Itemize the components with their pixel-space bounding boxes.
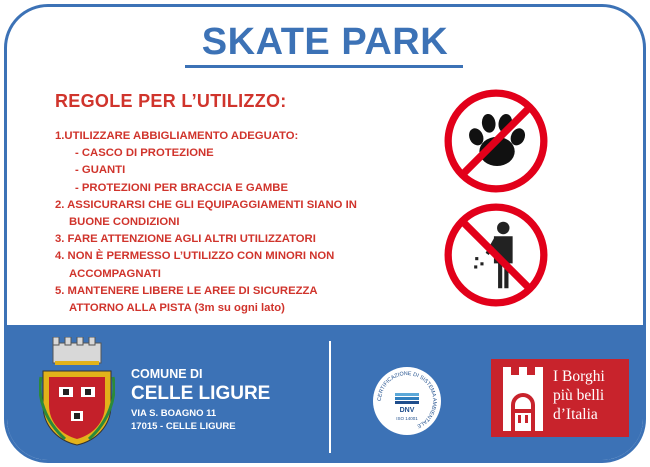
- castle-tower-icon: [497, 365, 549, 431]
- borghi-logo: [491, 359, 629, 437]
- rule-1-item-gloves: - GUANTI: [75, 164, 126, 177]
- borghi-text: [553, 367, 605, 424]
- rule-1-item-helmet: - CASCO DI PROTEZIONE: [75, 147, 214, 160]
- cert-standard: ISO 14001: [396, 416, 418, 421]
- rules-heading: REGOLE PER L’UTILIZZO:: [55, 91, 287, 111]
- no-dogs-icon: [444, 89, 548, 193]
- borghi-line-1: I Borghi: [553, 368, 605, 385]
- skate-park-sign: [4, 4, 646, 463]
- comune-address: [131, 407, 236, 433]
- rule-4-continued: ACCOMPAGNATI: [69, 267, 161, 280]
- borghi-line-2: più belli: [553, 387, 605, 404]
- rule-4: 4. NON È PERMESSO L’UTILIZZO CON MINORI NON: [55, 250, 335, 263]
- cert-brand: DNV: [399, 407, 415, 414]
- rule-5-continued: ATTORNO ALLA PISTA (3m su ogni lato): [69, 302, 285, 315]
- sign-title: SKATE PARK: [201, 21, 449, 63]
- rule-3: 3. FARE ATTENZIONE AGLI ALTRI UTILIZZATORI: [55, 233, 316, 246]
- footer-divider: [329, 341, 331, 453]
- rules-list: [55, 128, 395, 317]
- comune-name: CELLE LIGURE: [131, 383, 271, 404]
- footer-band: [7, 325, 643, 463]
- dnv-certification-badge: [371, 365, 443, 437]
- address-city: 17015 - CELLE LIGURE: [131, 421, 236, 432]
- rule-5: 5. MANTENERE LIBERE LE AREE DI SICUREZZA: [55, 284, 318, 297]
- comune-label: COMUNE DI: [131, 367, 203, 381]
- borghi-line-3: d’Italia: [553, 406, 598, 423]
- coat-of-arms-icon: [39, 337, 115, 447]
- rule-2: 2. ASSICURARSI CHE GLI EQUIPAGGIAMENTI SIANO IN: [55, 198, 357, 211]
- rule-1-item-pads: - PROTEZIONI PER BRACCIA E GAMBE: [75, 181, 288, 194]
- cert-ring-text: CERTIFICAZIONE DI SISTEMA AMBIENTALE: [376, 370, 438, 429]
- no-littering-icon: [444, 203, 548, 307]
- rule-2-continued: BUONE CONDIZIONI: [69, 216, 180, 229]
- title-underline: [185, 65, 463, 68]
- rule-1: 1.UTILIZZARE ABBIGLIAMENTO ADEGUATO:: [55, 130, 299, 142]
- address-street: VIA S. BOAGNO 11: [131, 408, 217, 419]
